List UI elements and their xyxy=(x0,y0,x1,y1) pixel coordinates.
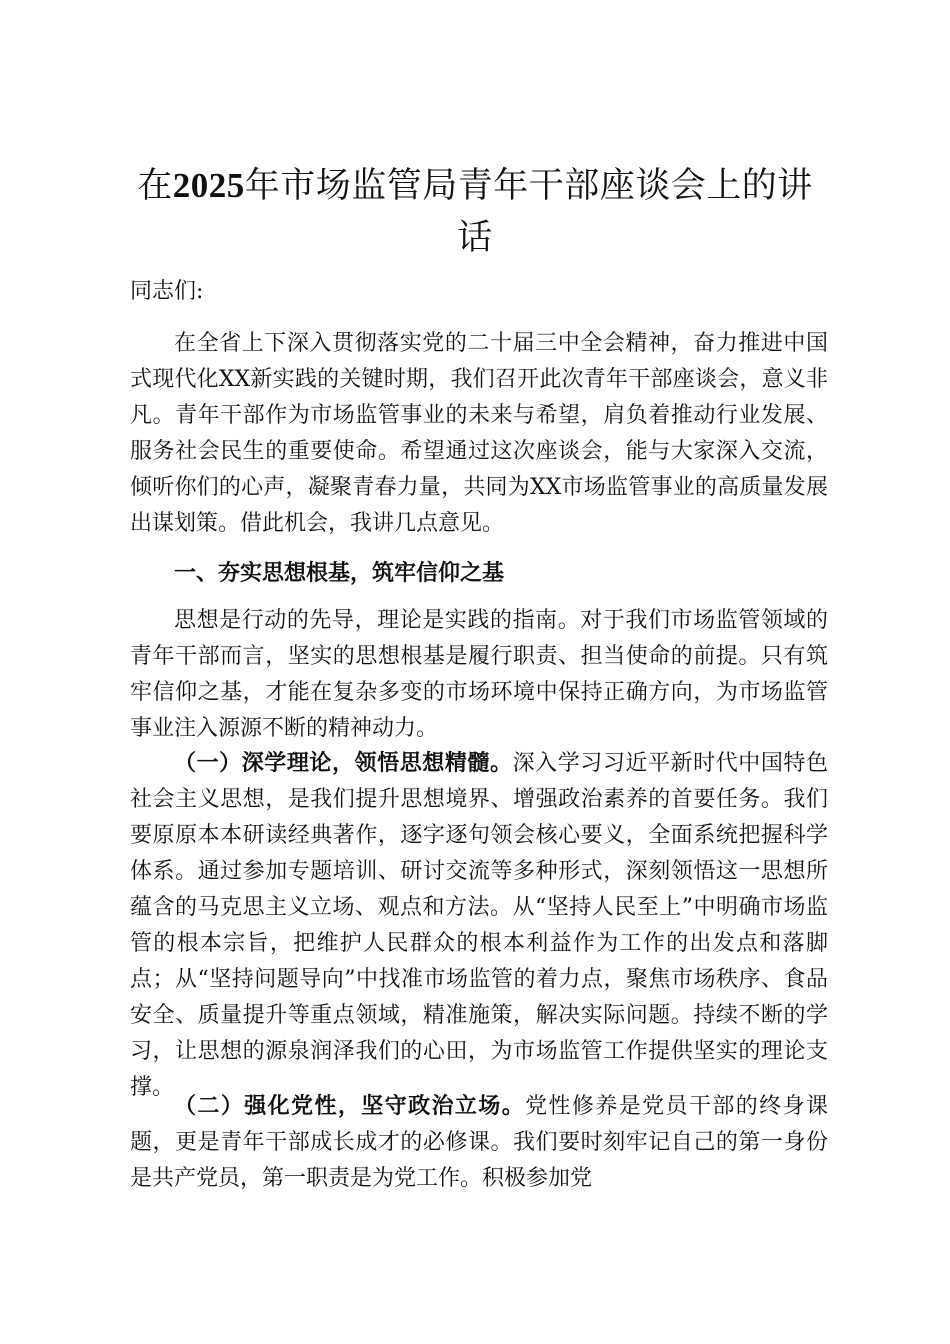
title-suffix: 年市场监管局青年干部座谈会上的讲话 xyxy=(244,166,813,258)
title-year: 2025 xyxy=(172,166,245,205)
title-prefix: 在 xyxy=(137,166,173,206)
item-one-body: 深入学习习近平新时代中国特色社会主义思想，是我们提升思想境界、增强政治素养的首要任务。我们要原原本本研读经典著作，逐字逐句领会核心要义，全面系统把握科学体系。通过参加专题培训、研讨交流等多种形式，深刻领悟这一思想所蕴含的马克思主义立场、观点和方法。从“坚持人民至上”中明确市场监管的根本宗旨，把维护人民群众的根本利益作为工作的出发点和落脚点；从“坚持问题导向”中找准市场监管的着力点，聚焦市场秩序、食品安全、质量提升等重点领域，精准施策，解决实际问题。持续不断的学习，让思想的源泉润泽我们的心田，为市场监管工作提供坚实的理论支撑。 xyxy=(130,751,828,1100)
item-one-paragraph xyxy=(130,745,828,1106)
item-one-lead: （一）深学理论，领悟思想精髓。 xyxy=(174,750,513,776)
section-heading: 一、夯实思想根基，筑牢信仰之基 xyxy=(174,560,505,586)
intro-paragraph: 在全省上下深入贯彻落实党的二十届三中全会精神，奋力推进中国式现代化XX新实践的关键时期，我们召开此次青年干部座谈会，意义非凡。青年干部作为市场监管事业的未来与希望，肩负着推动行业发展、服务社会民生的重要使命。希望通过这次座谈会，能与大家深入交流，倾听你们的心声，凝聚青春力量，共同为XX市场监管事业的高质量发展出谋划策。借此机会，我讲几点意见。 xyxy=(130,331,828,536)
item-two-paragraph xyxy=(130,1088,828,1197)
document-title xyxy=(120,160,830,264)
item-two-body: 党性修养是党员干部的终身课题，更是青年干部成长成才的必修课。我们要时刻牢记自己的第一身份是共产党员，第一职责是为党工作。积极参加党 xyxy=(130,1094,828,1191)
section-intro-paragraph: 思想是行动的先导，理论是实践的指南。对于我们市场监管领域的青年干部而言，坚实的思想根基是履行职责、担当使命的前提。只有筑牢信仰之基，才能在复杂多变的市场环境中保持正确方向，为市场监管事业注入源源不断的精神动力。 xyxy=(130,608,828,741)
salutation: 同志们: xyxy=(130,279,204,304)
item-two-lead: （二）强化党性，坚守政治立场。 xyxy=(174,1093,526,1119)
